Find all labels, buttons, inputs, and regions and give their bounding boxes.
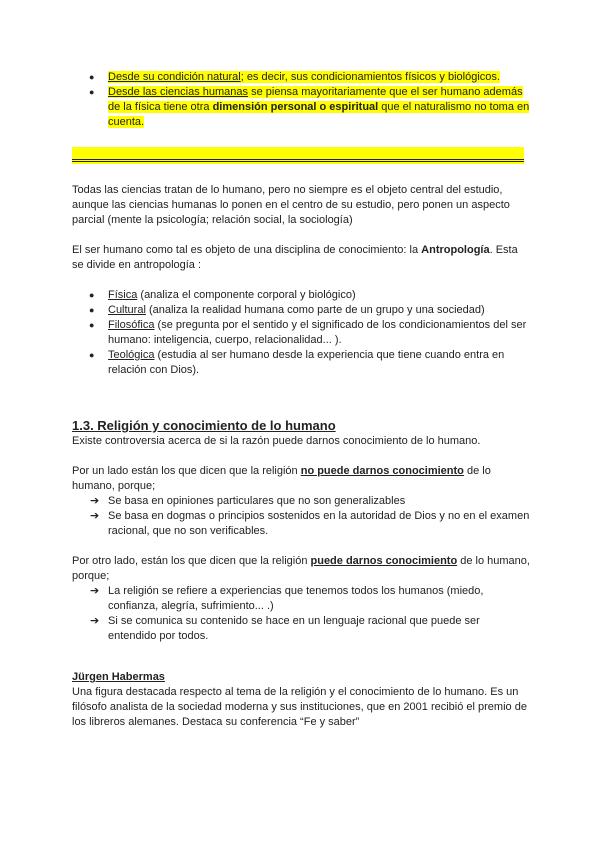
habermas-heading: Jürgen Habermas xyxy=(72,671,165,683)
bullet-icon: ● xyxy=(89,87,95,97)
list-item: ● Teológica (estudia al ser humano desde la experiencia que tiene cuando entra en relación con Dios). xyxy=(89,349,505,376)
list-item: ● Física (analiza el componente corporal y biológico) xyxy=(89,289,356,301)
section-heading: 1.3. Religión y conocimiento de lo humano xyxy=(72,418,336,433)
arrow-icon: ➔ xyxy=(90,615,100,627)
bullet-icon: ● xyxy=(89,72,95,82)
no-knowledge-reasons xyxy=(72,494,530,539)
term-teologica[interactable]: Teológica xyxy=(108,349,155,361)
list-item: ● Desde su condición natural; es decir, sus condicionamientos físicos y biológicos. xyxy=(89,71,500,83)
term-cultural[interactable]: Cultural xyxy=(108,304,146,316)
habermas-section xyxy=(72,670,530,730)
arrow-icon: ➔ xyxy=(90,495,100,507)
intro-paragraph: Todas las ciencias tratan de lo humano, pero no siempre es el objeto central del estudio, aunque las ciencias humanas lo ponen en el centro de su estudio, pero ponen un aspecto parcial (mente la psicología; relación social, la sociología) xyxy=(72,184,510,226)
highlighted-divider xyxy=(72,147,524,164)
list-item: ➔ La religión se refiere a experiencias que tenemos todos los humanos (miedo, confianza, alegría, sufrimiento... .) xyxy=(90,585,484,612)
highlight-link[interactable]: Desde las ciencias humanas xyxy=(108,86,249,98)
habermas-text: Una figura destacada respecto al tema de la religión y el conocimiento de lo humano. Es un filósofo analista de la sociedad moderna y sus instituciones, que en 2001 recibió el premio de los libreros alemanes. Destaca su conferencia “Fe y saber” xyxy=(72,686,527,728)
no-knowledge-paragraph: Por un lado están los que dicen que la religión no puede darnos conocimiento de lo humano, porque; xyxy=(72,465,491,492)
list-item: ➔ Se basa en dogmas o principios sostenidos en la autoridad de Dios y no en el examen racional, que no son verificables. xyxy=(90,510,530,537)
divider-line xyxy=(72,159,524,162)
list-item: ● Cultural (analiza la realidad humana como parte de un grupo y una sociedad) xyxy=(89,304,485,316)
list-item: ● Desde las ciencias humanas se piensa mayoritariamente que el ser humano además de la física tiene otra dimensión personal o espiritual que el naturalismo no toma en cuenta. xyxy=(89,86,530,128)
highlight-link[interactable]: Desde su condición natural xyxy=(108,71,241,83)
term-filosofica[interactable]: Filosófica xyxy=(108,319,155,331)
term-fisica[interactable]: Física xyxy=(108,289,138,301)
anthropology-paragraph: El ser humano como tal es objeto de una disciplina de conocimiento: la Antropología. Esta se divide en antropología : xyxy=(72,244,518,271)
list-item: ● Filosófica (se pregunta por el sentido y el significado de los condicionamientos del ser humano: inteligencia, cuerpo, relacionalidad... ). xyxy=(89,319,527,346)
arrow-icon: ➔ xyxy=(90,585,100,597)
bullet-icon: ● xyxy=(89,305,95,315)
arrow-icon: ➔ xyxy=(90,510,100,522)
highlight-bullet-list xyxy=(72,70,530,130)
yes-knowledge-paragraph: Por otro lado, están los que dicen que la religión puede darnos conocimiento de lo humano, porque; xyxy=(72,555,530,582)
bullet-icon: ● xyxy=(89,320,95,330)
yes-knowledge-reasons xyxy=(72,584,530,644)
anthropology-list xyxy=(72,288,530,378)
bullet-icon: ● xyxy=(89,350,95,360)
list-item: ➔ Se basa en opiniones particulares que no son generalizables xyxy=(90,495,406,507)
list-item: ➔ Si se comunica su contenido se hace en un lenguaje racional que puede ser entendido por todos. xyxy=(90,615,480,642)
bullet-icon: ● xyxy=(89,290,95,300)
section-intro: Existe controversia acerca de si la razón puede darnos conocimiento de lo humano. xyxy=(72,435,481,447)
